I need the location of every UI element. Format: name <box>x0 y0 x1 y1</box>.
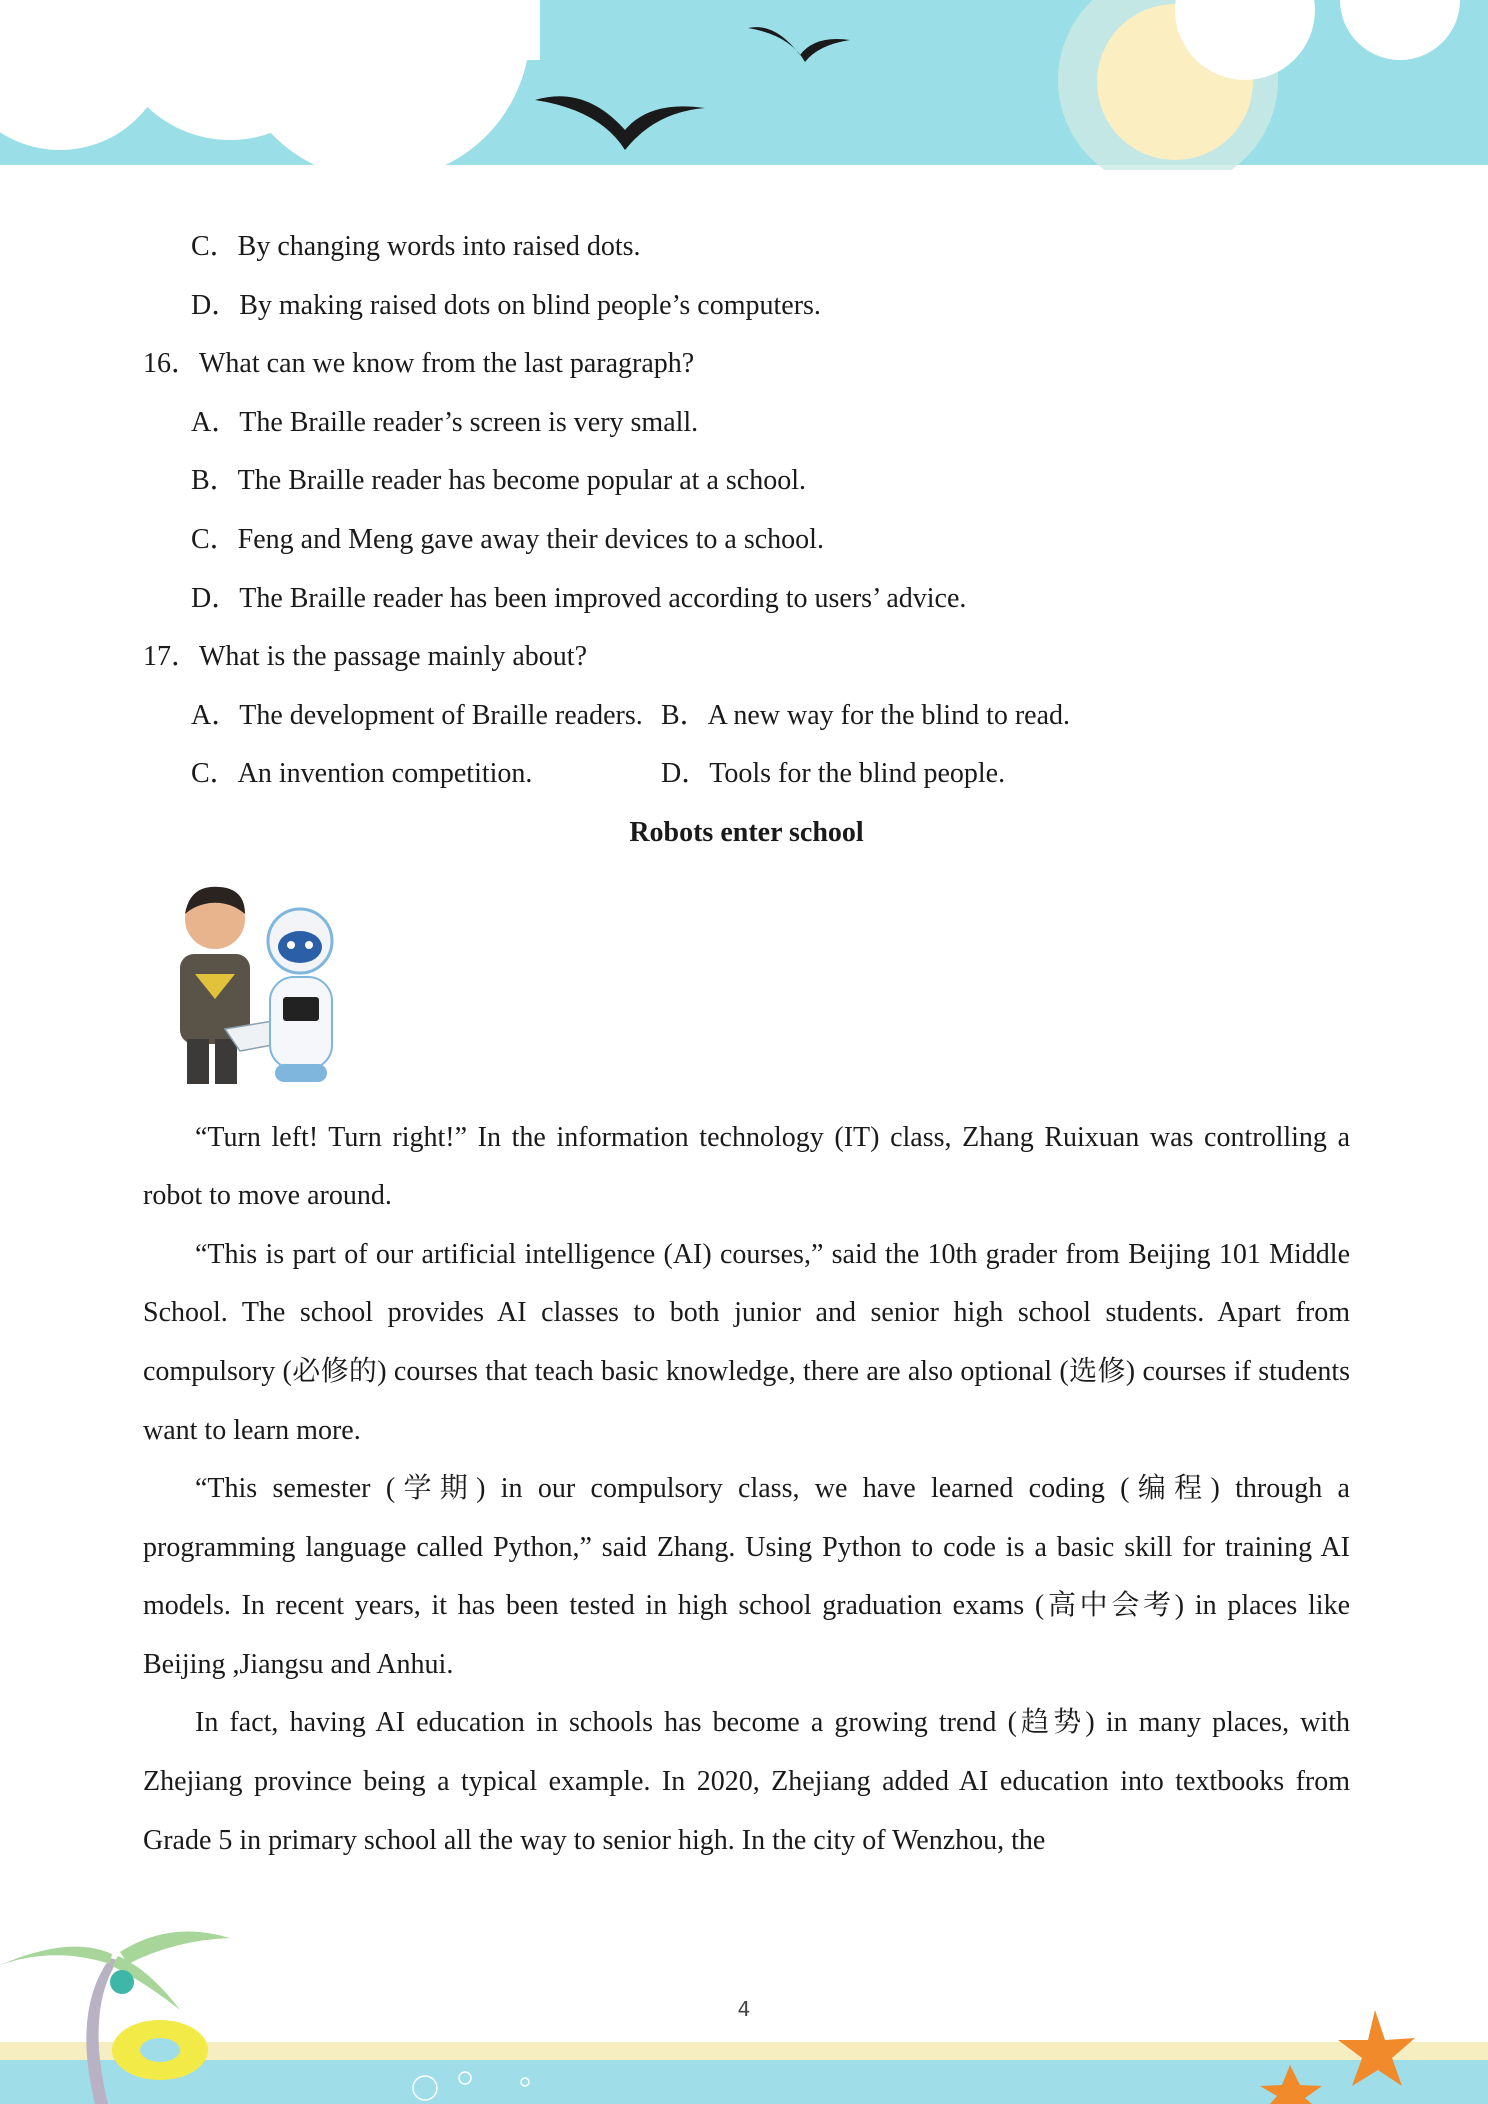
question-17-option-d: D．Tools for the blind people. <box>661 758 1006 790</box>
question-17-option-a: A．The development of Braille readers. <box>191 699 643 731</box>
article-paragraph-3: “This semester (学期) in our compulsory class, we have learned coding (编程) through a programming language called Python,” said Zhang. Using Python to code is a basic skill for training AI models. In recent years, it has been tested in high school graduation exams (高中会考) in places like Beijing ,Jiangsu and Anhui. <box>143 1473 1350 1680</box>
question-15-option-d: D．By making raised dots on blind people’s computers. <box>191 289 821 321</box>
question-16-option-b: B．The Braille reader has become popular at a school. <box>191 465 806 497</box>
article-paragraph-1: “Turn left! Turn right!” In the information technology (IT) class, Zhang Ruixuan was controlling a robot to move around. <box>143 1121 1350 1212</box>
header-decoration <box>0 0 1488 170</box>
boy-with-robot-illustration <box>155 879 355 1089</box>
question-16-stem: 16．What can we know from the last paragraph? <box>143 348 695 380</box>
article-paragraph-2: “This is part of our artificial intelligence (AI) courses,” said the 10th grader from Beijing 101 Middle School. The school provides AI classes to both junior and senior high school students. Apart from compulsory (必修的) courses that teach basic knowledge, there are also optional (选修) courses if students want to learn more. <box>143 1238 1350 1446</box>
article-image <box>143 863 1350 1109</box>
question-16-option-c: C．Feng and Meng gave away their devices to a school. <box>191 523 824 555</box>
question-16-option-a: A．The Braille reader’s screen is very small. <box>191 406 699 438</box>
footer-decoration <box>0 1890 1488 2104</box>
lifebuoy-icon <box>112 2020 208 2080</box>
question-16-option-d: D．The Braille reader has been improved according to users’ advice. <box>191 582 967 614</box>
question-17-option-b: B．A new way for the blind to read. <box>661 699 1071 731</box>
question-17-option-c: C．An invention competition. <box>191 758 533 790</box>
question-17-stem: 17．What is the passage mainly about? <box>143 641 587 673</box>
question-17-options-row-2 <box>143 745 1350 804</box>
question-17-options-row-1 <box>143 687 1350 746</box>
page-number: 4 <box>737 1997 751 2021</box>
page-content <box>143 218 1350 1870</box>
article-paragraph-4: In fact, having AI education in schools has become a growing trend (趋势) in many places, with Zhejiang province being a typical example. In 2020, Zhejiang added AI education into textbooks from Grade 5 in primary school all the way to senior high. In the city of Wenzhou, the <box>143 1707 1350 1856</box>
article-title: Robots enter school <box>629 816 864 848</box>
question-15-option-c: C．By changing words into raised dots. <box>191 231 641 262</box>
